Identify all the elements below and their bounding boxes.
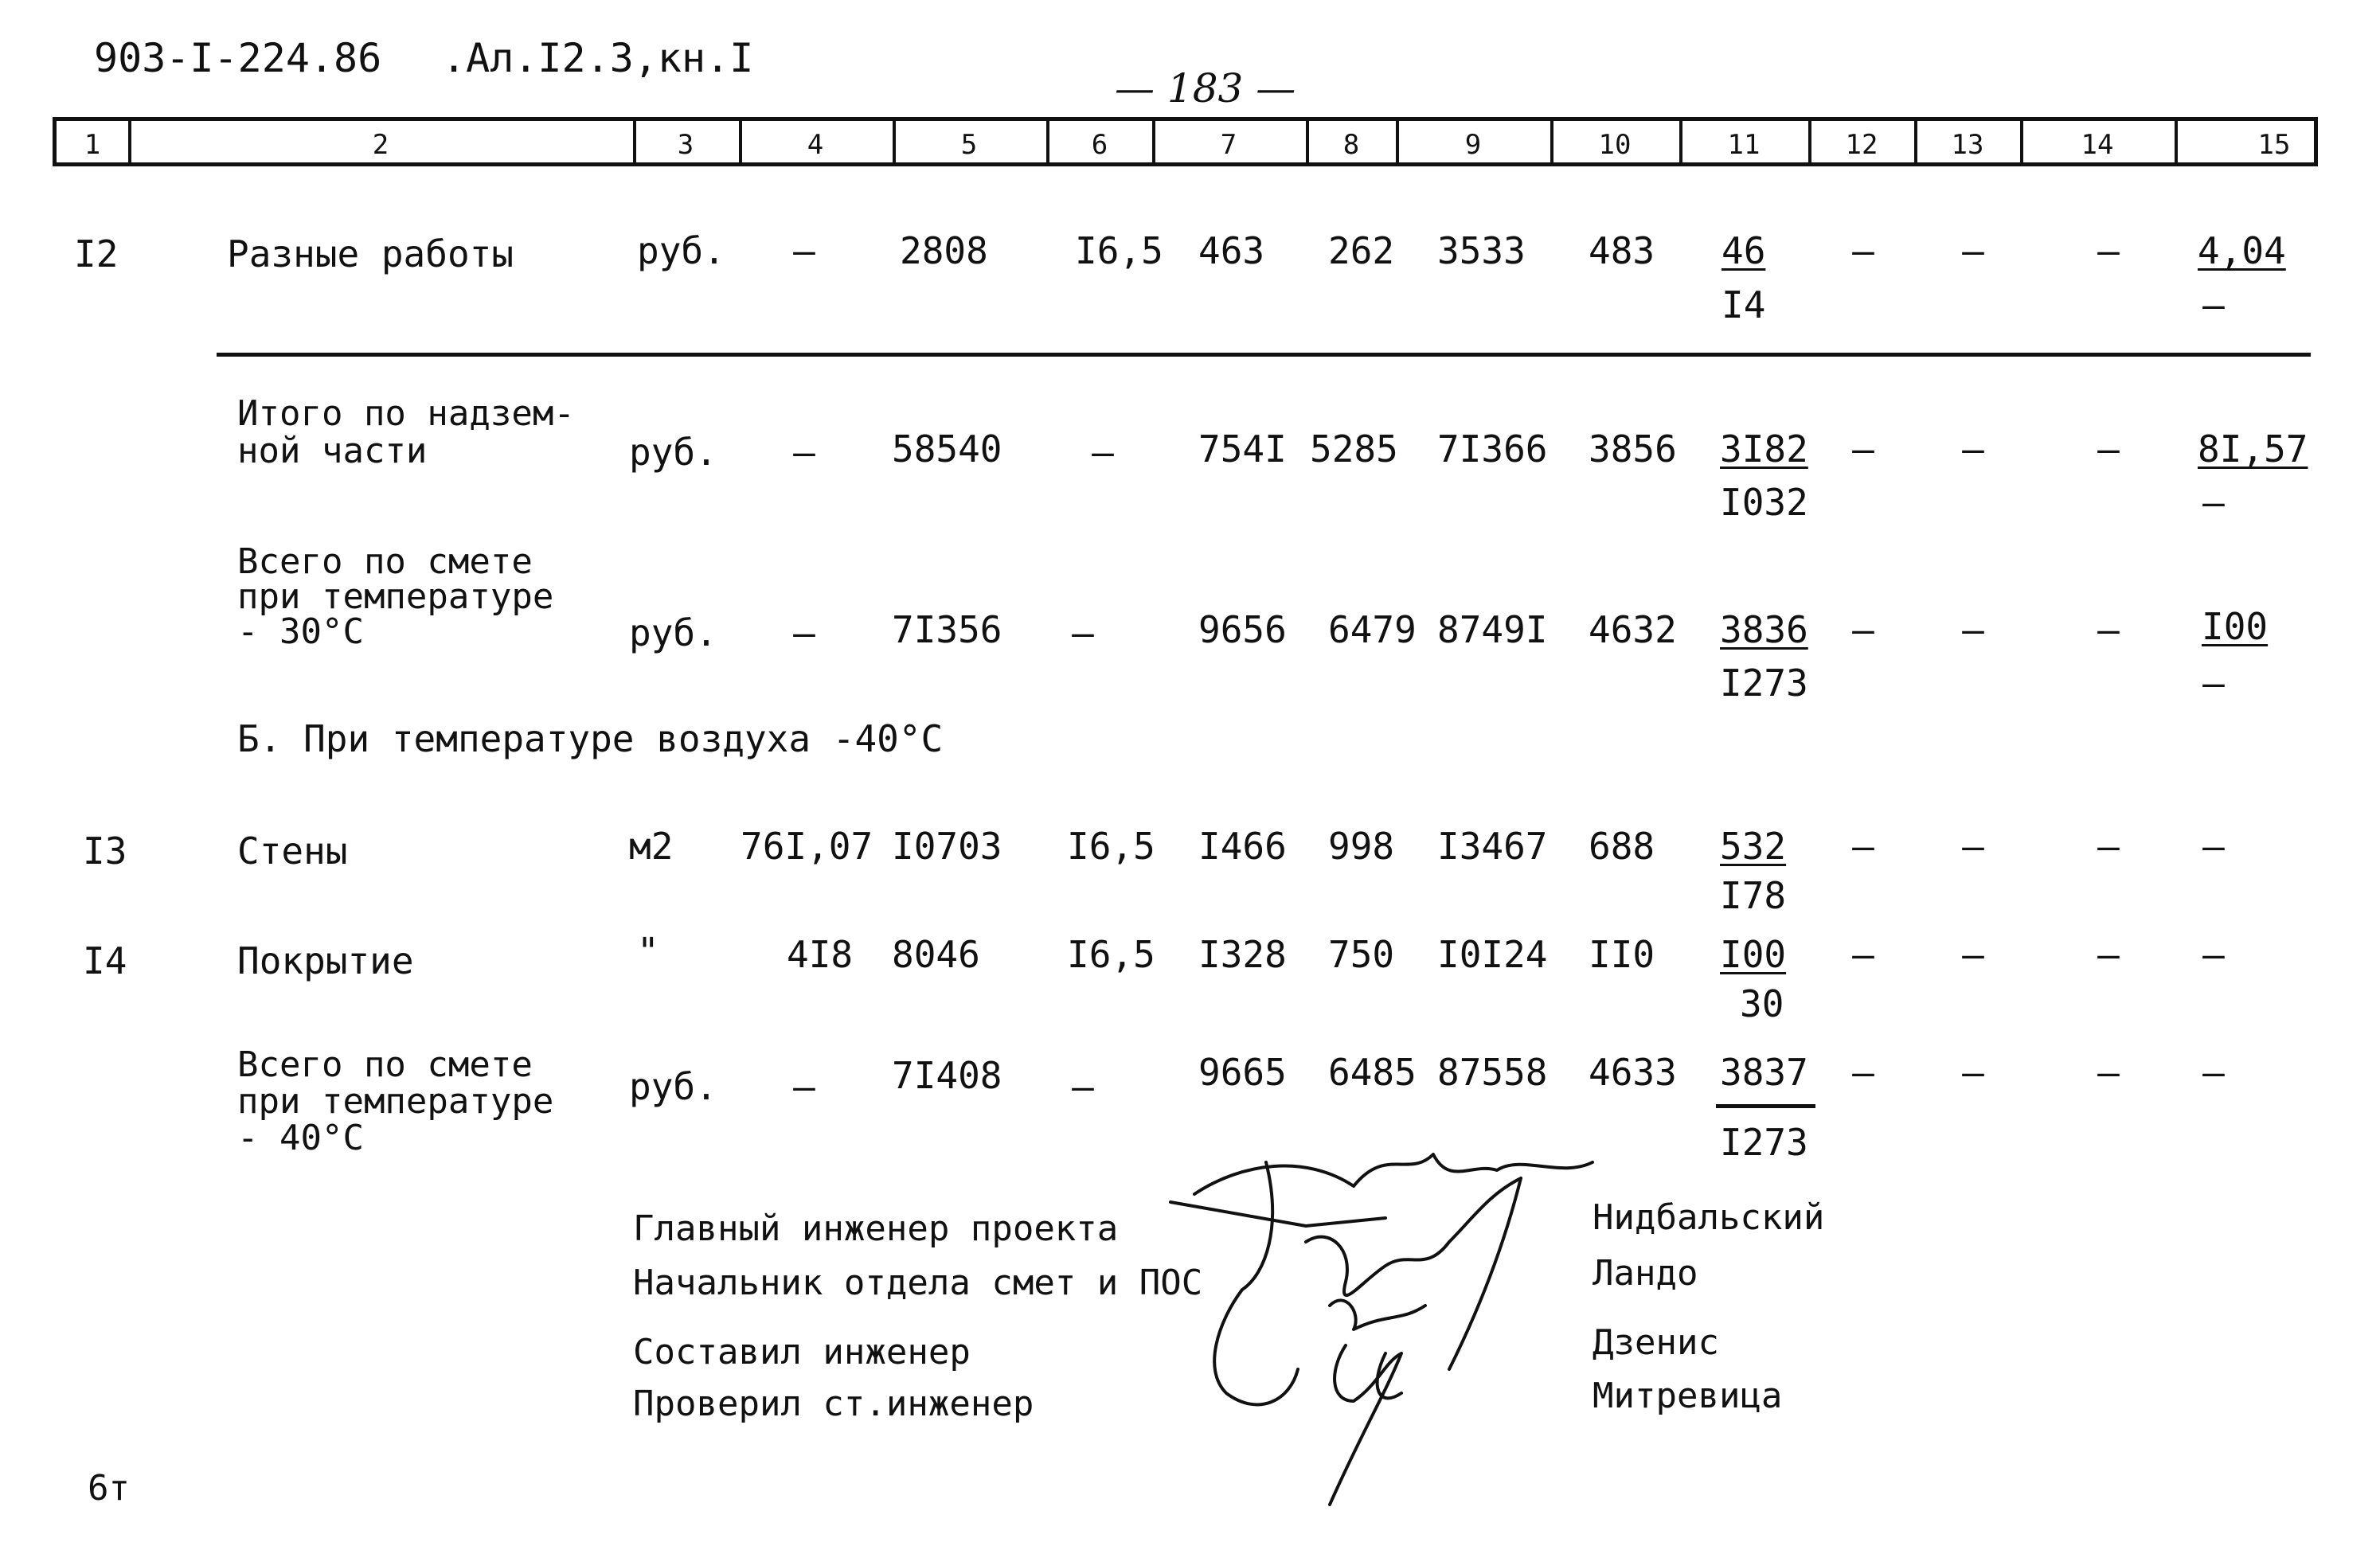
cell-fraction-bottom: I78 bbox=[1720, 874, 1787, 917]
cell: – bbox=[2097, 608, 2120, 651]
cell: – bbox=[793, 611, 815, 654]
cell-fraction-top: 3I82 bbox=[1720, 427, 1808, 470]
fraction-bar bbox=[1716, 1104, 1815, 1108]
row-name: - 40°С bbox=[237, 1118, 364, 1158]
cell-fraction-bottom: – bbox=[2202, 481, 2225, 524]
cell: I466 bbox=[1198, 825, 1287, 868]
column-number: 15 bbox=[2257, 129, 2291, 161]
cell-fraction-bottom: I273 bbox=[1720, 1121, 1808, 1164]
cell: 5285 bbox=[1310, 427, 1398, 470]
cell-fraction-bottom: 30 bbox=[1740, 982, 1784, 1025]
cell: – bbox=[1852, 608, 1874, 651]
column-number: 1 bbox=[84, 129, 101, 161]
cell-fraction-top: I00 bbox=[2202, 605, 2269, 648]
column-number: 13 bbox=[1951, 129, 1984, 161]
cell: – bbox=[1962, 229, 1984, 272]
unit-cell: руб. bbox=[629, 1065, 717, 1108]
column-separator bbox=[1306, 121, 1309, 162]
cell: 688 bbox=[1589, 825, 1655, 868]
cell: 4I8 bbox=[787, 933, 854, 976]
cell: 6479 bbox=[1328, 608, 1417, 651]
cell: 8749I bbox=[1437, 608, 1548, 651]
column-separator bbox=[2020, 121, 2023, 162]
row-name: Всего по смете bbox=[237, 1044, 533, 1085]
cell-fraction-top: I00 bbox=[1720, 933, 1787, 976]
column-number: 10 bbox=[1598, 129, 1632, 161]
cell: 58540 bbox=[892, 427, 1002, 470]
cell: – bbox=[1852, 427, 1874, 470]
cell: – bbox=[2202, 825, 2225, 868]
cell: – bbox=[2097, 933, 2120, 976]
column-number: 12 bbox=[1845, 129, 1878, 161]
cell: – bbox=[1852, 229, 1874, 272]
row-name: Покрытие bbox=[237, 939, 414, 982]
cell-fraction-top: 3836 bbox=[1720, 608, 1808, 651]
signatory-role: Проверил ст.инженер bbox=[633, 1384, 1034, 1424]
unit-cell: м2 bbox=[629, 825, 674, 868]
unit-cell: руб. bbox=[629, 431, 717, 474]
handwritten-signatures bbox=[1147, 1130, 1640, 1528]
cell: – bbox=[1962, 1051, 1984, 1094]
cell: 4632 bbox=[1589, 608, 1677, 651]
cell: 998 bbox=[1328, 825, 1395, 868]
column-separator bbox=[633, 121, 636, 162]
column-separator bbox=[1550, 121, 1553, 162]
cell: 463 bbox=[1198, 229, 1265, 272]
cell: 754I bbox=[1198, 427, 1287, 470]
section-heading: Б. При температуре воздуха -40°С bbox=[237, 717, 944, 760]
column-number: 6 bbox=[1091, 129, 1108, 161]
row-number: I3 bbox=[83, 830, 127, 872]
unit-cell: " bbox=[637, 930, 659, 973]
signatory-name: Нидбальский bbox=[1593, 1197, 1825, 1238]
cell: 262 bbox=[1328, 229, 1395, 272]
cell-fraction-top: 46 bbox=[1721, 229, 1766, 272]
column-number: 4 bbox=[807, 129, 824, 161]
cell: I6,5 bbox=[1075, 229, 1163, 272]
cell: 7I408 bbox=[892, 1054, 1002, 1097]
row-name: Всего по смете bbox=[237, 541, 533, 582]
column-separator bbox=[739, 121, 742, 162]
cell: 9656 bbox=[1198, 608, 1287, 651]
column-separator bbox=[1808, 121, 1811, 162]
cell: – bbox=[2202, 933, 2225, 976]
cell: – bbox=[1092, 431, 1114, 474]
cell: – bbox=[2097, 1051, 2120, 1094]
cell: – bbox=[2097, 229, 2120, 272]
album-reference: .Ал.I2.3,кн.I bbox=[442, 35, 754, 81]
cell: 87558 bbox=[1437, 1051, 1548, 1094]
cell: I6,5 bbox=[1067, 933, 1155, 976]
cell-fraction-top: 4,04 bbox=[2198, 229, 2286, 272]
signatory-name: Дзенис bbox=[1593, 1322, 1719, 1363]
row-name: ной части bbox=[237, 431, 428, 471]
cell: – bbox=[1852, 825, 1874, 868]
cell: 750 bbox=[1328, 933, 1395, 976]
cell-fraction-bottom: I273 bbox=[1720, 662, 1808, 705]
signatory-role: Составил инженер bbox=[633, 1332, 971, 1372]
cell: – bbox=[1852, 933, 1874, 976]
signatory-role: Начальник отдела смет и ПОС bbox=[633, 1263, 1203, 1303]
cell: 7I366 bbox=[1437, 427, 1548, 470]
cell: – bbox=[2097, 427, 2120, 470]
cell: 9665 bbox=[1198, 1051, 1287, 1094]
cell: 4633 bbox=[1589, 1051, 1677, 1094]
cell: I3467 bbox=[1437, 825, 1548, 868]
cell: 6485 bbox=[1328, 1051, 1417, 1094]
cell: 76I,07 bbox=[741, 825, 873, 868]
unit-cell: руб. bbox=[637, 229, 725, 272]
column-separator bbox=[1396, 121, 1399, 162]
cell-fraction-bottom: I032 bbox=[1720, 481, 1808, 524]
cell-fraction-bottom: – bbox=[2202, 662, 2225, 705]
column-number: 9 bbox=[1464, 129, 1482, 161]
column-number: 2 bbox=[372, 129, 389, 161]
row-name: Разные работы bbox=[227, 232, 514, 275]
cell: – bbox=[2202, 1051, 2225, 1094]
column-number: 3 bbox=[677, 129, 694, 161]
column-number: 7 bbox=[1220, 129, 1237, 161]
signatory-name: Ландо bbox=[1593, 1253, 1698, 1294]
cell: – bbox=[1962, 825, 1984, 868]
column-number: 11 bbox=[1727, 129, 1761, 161]
page-number: — 183 — bbox=[1115, 65, 1296, 111]
cell: I0I24 bbox=[1437, 933, 1548, 976]
cell: – bbox=[1962, 427, 1984, 470]
cell-fraction-bottom: I4 bbox=[1721, 283, 1766, 326]
cell: I6,5 bbox=[1067, 825, 1155, 868]
row-number: I2 bbox=[74, 232, 119, 275]
column-separator bbox=[128, 121, 131, 162]
cell-fraction-top: 532 bbox=[1720, 825, 1787, 868]
cell-fraction-top: 8I,57 bbox=[2198, 427, 2308, 470]
column-separator bbox=[2175, 121, 2178, 162]
column-separator bbox=[893, 121, 896, 162]
cell-fraction-top: 3837 bbox=[1720, 1051, 1808, 1094]
cell: 7I356 bbox=[892, 608, 1002, 651]
cell: 3533 bbox=[1437, 229, 1526, 272]
column-separator bbox=[1152, 121, 1155, 162]
cell: – bbox=[1962, 933, 1984, 976]
cell: – bbox=[793, 431, 815, 474]
cell: – bbox=[793, 1065, 815, 1108]
signatory-role: Главный инженер проекта bbox=[633, 1208, 1119, 1249]
row-name: Стены bbox=[237, 830, 348, 872]
cell: 2808 bbox=[900, 229, 988, 272]
column-separator bbox=[1679, 121, 1682, 162]
cell: – bbox=[1072, 611, 1094, 654]
cell: – bbox=[793, 229, 815, 272]
footer-mark: 6т bbox=[88, 1468, 130, 1509]
column-number: 5 bbox=[960, 129, 978, 161]
cell: 8046 bbox=[892, 933, 980, 976]
row-name: Итого по надзем- bbox=[237, 393, 575, 434]
row-name: - 30°С bbox=[237, 611, 364, 652]
document-code: 903-I-224.86 bbox=[94, 35, 382, 81]
row-number: I4 bbox=[83, 939, 127, 982]
cell: – bbox=[2097, 825, 2120, 868]
row-name: при температуре bbox=[237, 1081, 554, 1122]
column-separator bbox=[1046, 121, 1049, 162]
column-separator bbox=[1914, 121, 1917, 162]
cell-fraction-bottom: – bbox=[2202, 283, 2225, 326]
cell: II0 bbox=[1589, 933, 1655, 976]
section-rule bbox=[217, 353, 2311, 357]
unit-cell: руб. bbox=[629, 611, 717, 654]
column-number-bar bbox=[53, 117, 2318, 166]
cell: – bbox=[1072, 1065, 1094, 1108]
column-number: 8 bbox=[1342, 129, 1360, 161]
cell: 483 bbox=[1589, 229, 1655, 272]
cell: I0703 bbox=[892, 825, 1002, 868]
cell: 3856 bbox=[1589, 427, 1677, 470]
row-name: при температуре bbox=[237, 576, 554, 617]
column-number: 14 bbox=[2081, 129, 2114, 161]
signatory-name: Митревица bbox=[1593, 1376, 1783, 1416]
cell: – bbox=[1852, 1051, 1874, 1094]
cell: I328 bbox=[1198, 933, 1287, 976]
cell: – bbox=[1962, 608, 1984, 651]
